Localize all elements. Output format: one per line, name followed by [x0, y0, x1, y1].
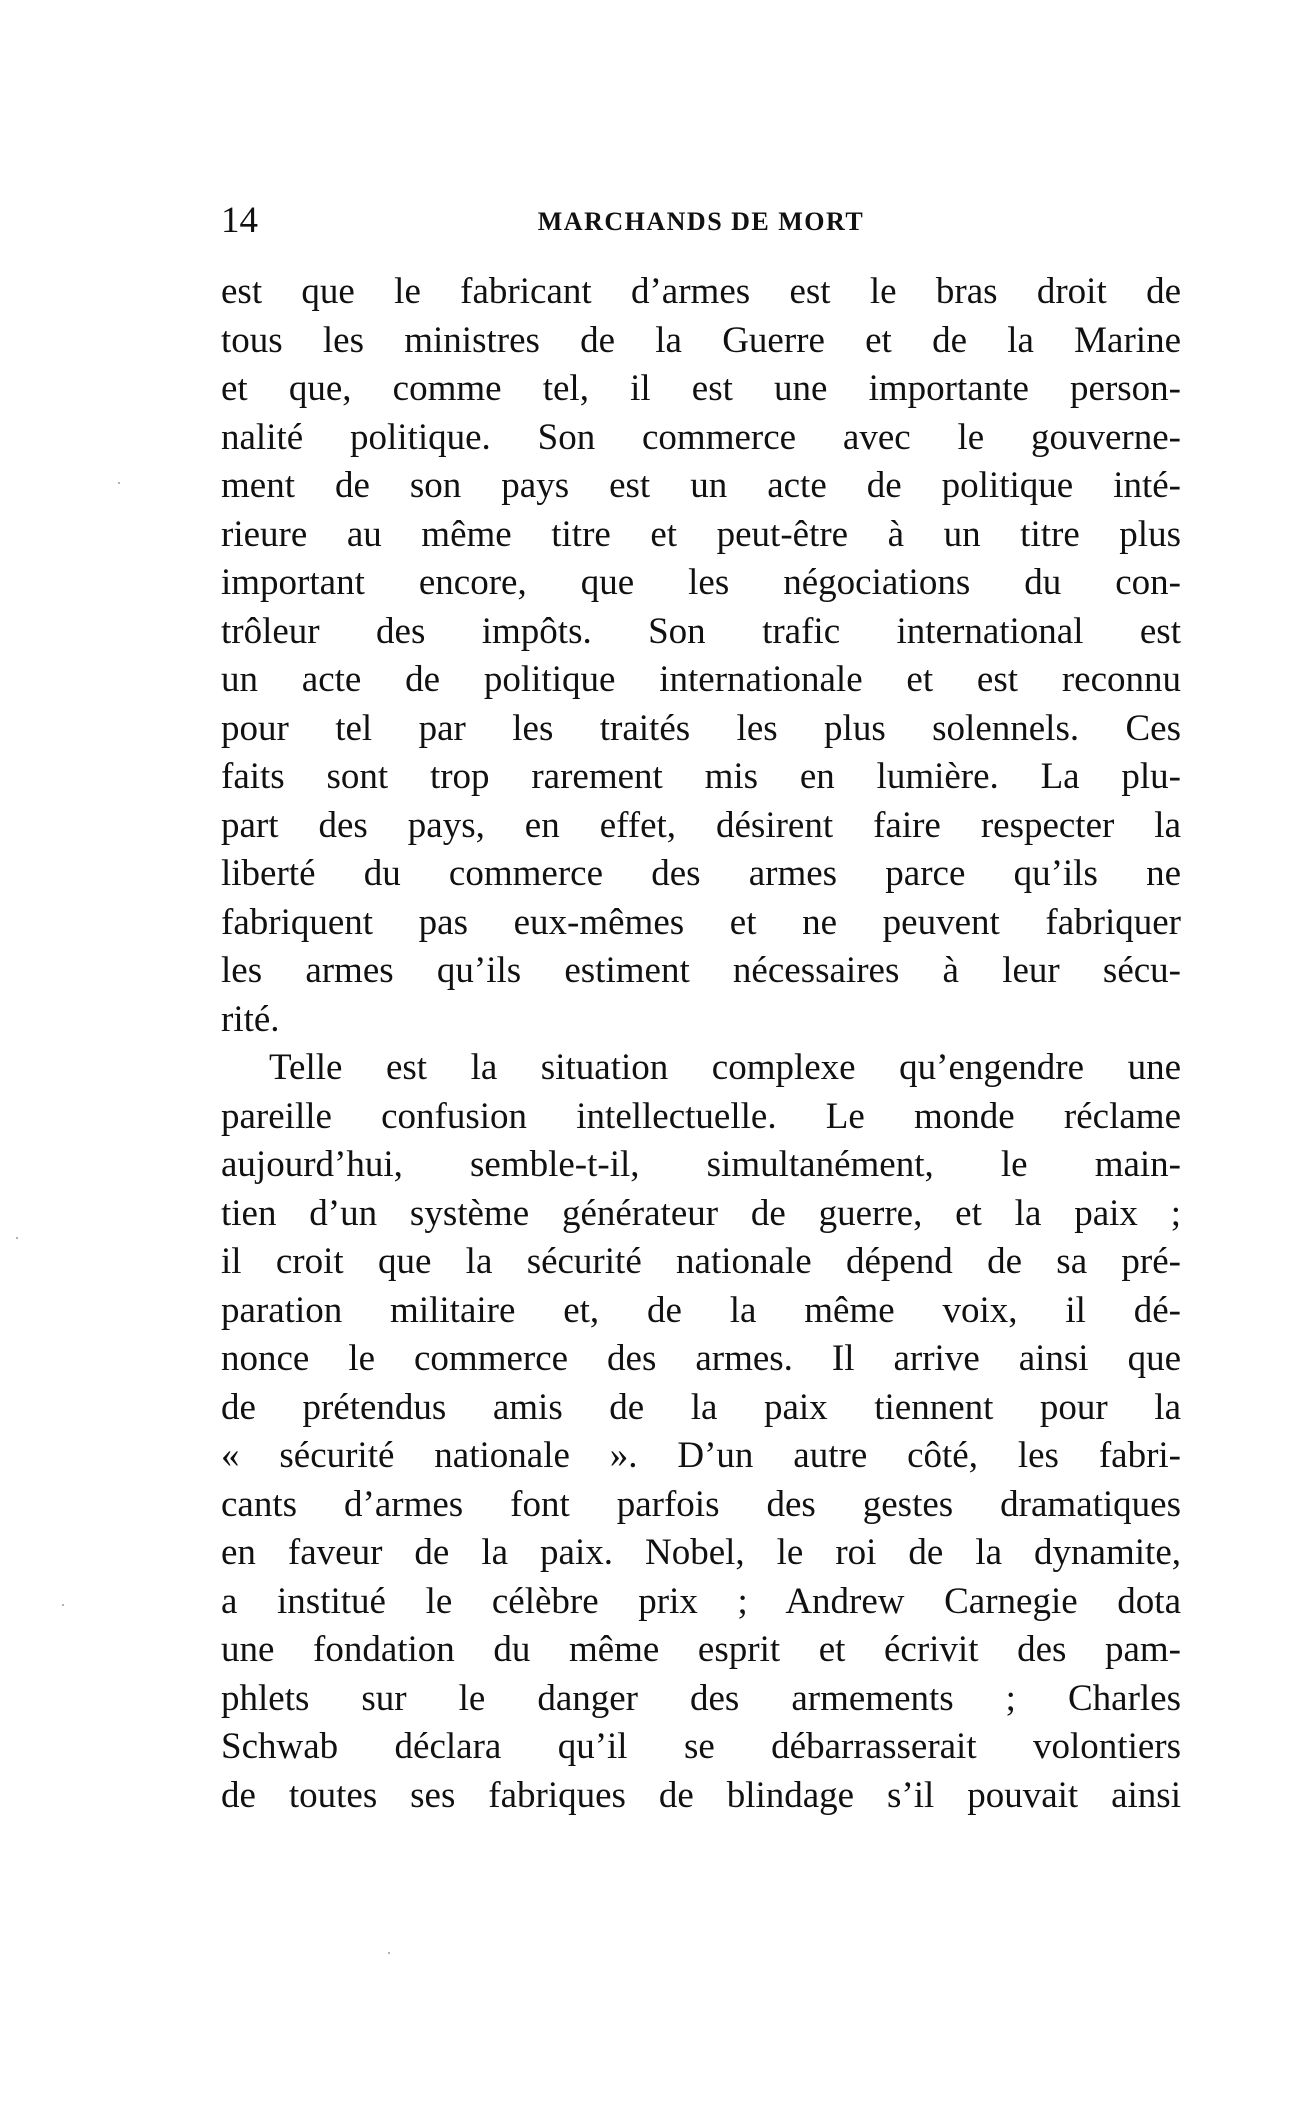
text-line: phlets sur le danger des armements ; Charles — [221, 1677, 1181, 1719]
text-line: il croit que la sécurité nationale dépend de sa pré- — [221, 1241, 1181, 1282]
text-line: cants d’armes font parfois des gestes dramatiques — [221, 1483, 1181, 1525]
text-line: rieure au même titre et peut-être à un titre plus — [221, 513, 1181, 555]
page-header — [221, 196, 1181, 256]
text-line: part des pays, en effet, désirent faire respecter la — [221, 804, 1181, 846]
scan-speck — [388, 1952, 390, 1954]
text-line: Telle est la situation complexe qu’engendre une — [269, 1047, 1181, 1088]
text-line: de prétendus amis de la paix tiennent pour la — [221, 1386, 1181, 1428]
text-line: une fondation du même esprit et écrivit des pam- — [221, 1629, 1181, 1670]
text-line: a institué le célèbre prix ; Andrew Carnegie dota — [221, 1580, 1181, 1622]
text-line: tien d’un système générateur de guerre, et la paix ; — [221, 1192, 1181, 1234]
text-line: en faveur de la paix. Nobel, le roi de la dynamite, — [221, 1532, 1181, 1573]
text-line: rité. — [221, 998, 280, 1040]
scan-speck — [16, 1237, 18, 1239]
text-line: trôleur des impôts. Son trafic international est — [221, 610, 1181, 652]
text-line: de toutes ses fabriques de blindage s’il pouvait ainsi — [221, 1774, 1181, 1816]
paragraph-2 — [221, 1044, 1181, 1820]
text-line: nonce le commerce des armes. Il arrive ainsi que — [221, 1338, 1181, 1379]
text-line: ment de son pays est un acte de politique inté- — [221, 465, 1181, 506]
text-line: pareille confusion intellectuelle. Le monde réclame — [221, 1095, 1181, 1137]
text-line: Schwab déclara qu’il se débarrasserait volontiers — [221, 1726, 1181, 1767]
text-line: et que, comme tel, il est une importante person- — [221, 368, 1181, 409]
text-line: pour tel par les traités les plus solennels. Ces — [221, 707, 1181, 749]
scan-speck — [118, 482, 120, 484]
text-line: liberté du commerce des armes parce qu’ils ne — [221, 853, 1181, 894]
text-line: faits sont trop rarement mis en lumière. La plu- — [221, 756, 1181, 797]
text-line: nalité politique. Son commerce avec le gouverne- — [221, 416, 1181, 458]
text-line: « sécurité nationale ». D’un autre côté, les fabri- — [221, 1435, 1181, 1476]
text-line: tous les ministres de la Guerre et de la Marine — [221, 319, 1181, 361]
running-title: MARCHANDS DE MORT — [537, 207, 865, 236]
text-line: les armes qu’ils estiment nécessaires à leur sécu- — [221, 950, 1181, 991]
paragraph-1 — [221, 268, 1181, 1044]
page-number: 14 — [221, 200, 258, 241]
text-line: important encore, que les négociations du con- — [221, 562, 1181, 603]
text-line: fabriquent pas eux-mêmes et ne peuvent fabriquer — [221, 901, 1181, 943]
text-line: paration militaire et, de la même voix, il dé- — [221, 1289, 1181, 1331]
body-text — [221, 268, 1181, 1820]
text-line: un acte de politique internationale et est reconnu — [221, 659, 1181, 700]
text-line: aujourd’hui, semble-t-il, simultanément, le main- — [221, 1144, 1181, 1185]
text-line: est que le fabricant d’armes est le bras droit de — [221, 271, 1181, 312]
scan-speck — [62, 1604, 64, 1606]
